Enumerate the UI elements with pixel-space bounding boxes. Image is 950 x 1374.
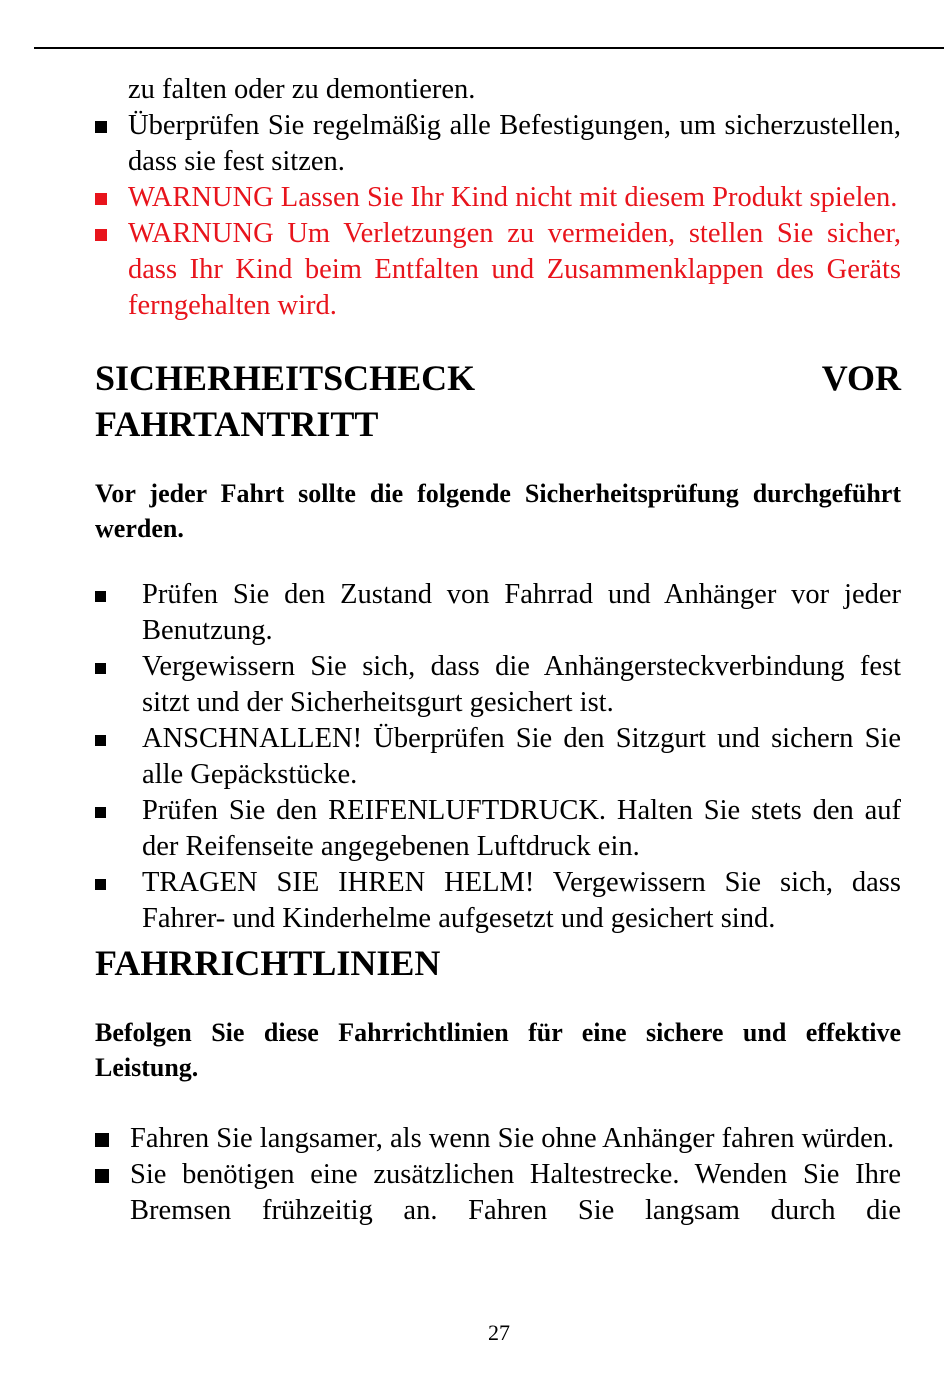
section-heading-safety-check: [95, 355, 901, 447]
safety-check-list: [95, 577, 901, 937]
square-bullet-icon: [95, 663, 106, 674]
section-lead-safety-check: Vor jeder Fahrt sollte die folgende Sicherheitsprüfung durchgeführt werden.: [95, 479, 901, 543]
square-bullet-icon: [95, 1133, 109, 1147]
warning-text: WARNUNG Um Verletzungen zu vermeiden, stellen Sie sicher, dass Ihr Kind beim Entfalten und Zusammenklappen des Geräts ferngehalten wird.: [128, 218, 901, 321]
warning-item: [95, 216, 901, 324]
intro-list: [95, 108, 901, 324]
list-item-text: Überprüfen Sie regelmäßig alle Befestigungen, um sicherzustellen, dass sie fest sitzen.: [128, 110, 901, 177]
list-item-text: Fahren Sie langsamer, als wenn Sie ohne Anhänger fahren würden.: [130, 1123, 895, 1154]
list-item-text: Sie benötigen eine zusätzlichen Haltestrecke. Wenden Sie Ihre Bremsen frühzeitig an. Fahren Sie langsam durch die: [130, 1159, 901, 1226]
square-bullet-icon: [95, 735, 106, 746]
list-item-text: Prüfen Sie den REIFENLUFTDRUCK. Halten Sie stets den auf der Reifenseite angegebenen Luftdruck ein.: [142, 795, 901, 862]
square-bullet-icon: [95, 591, 106, 602]
heading-word: SICHERHEITSCHECK: [95, 358, 476, 398]
intro-continuation: zu falten oder zu demontieren.: [128, 74, 476, 105]
heading-word: VOR: [821, 358, 901, 398]
section-heading-riding-guidelines: FAHRRICHTLINIEN: [95, 943, 441, 983]
list-item: [95, 793, 901, 865]
list-item: [95, 865, 901, 937]
page-number: 27: [488, 1320, 510, 1345]
list-item: [95, 721, 901, 793]
header-rule: [34, 47, 944, 49]
list-item: [95, 577, 901, 649]
riding-guidelines-list: [95, 1121, 901, 1229]
square-bullet-icon: [95, 121, 107, 133]
heading-line: FAHRTANTRITT: [95, 404, 379, 444]
square-bullet-icon: [95, 879, 106, 890]
list-item: [95, 649, 901, 721]
section-lead-riding-guidelines: Befolgen Sie diese Fahrrichtlinien für eine sichere und effektive Leistung.: [95, 1018, 901, 1082]
list-item-text: Vergewissern Sie sich, dass die Anhängersteckverbindung fest sitzt und der Sicherheitsgurt gesichert ist.: [142, 651, 901, 718]
warning-item: [95, 180, 901, 216]
list-item: [95, 1121, 901, 1157]
square-bullet-icon: [95, 193, 107, 205]
square-bullet-icon: [95, 807, 106, 818]
square-bullet-icon: [95, 1169, 109, 1183]
warning-text: WARNUNG Lassen Sie Ihr Kind nicht mit diesem Produkt spielen.: [128, 182, 898, 213]
list-item: [95, 108, 901, 180]
list-item-text: Prüfen Sie den Zustand von Fahrrad und Anhänger vor jeder Benutzung.: [142, 579, 901, 646]
list-item: [95, 1157, 901, 1229]
list-item-text: TRAGEN SIE IHREN HELM! Vergewissern Sie sich, dass Fahrer- und Kinderhelme aufgesetzt und gesichert sind.: [142, 867, 901, 934]
list-item-text: ANSCHNALLEN! Überprüfen Sie den Sitzgurt und sichern Sie alle Gepäckstücke.: [142, 723, 901, 790]
page-content: [95, 72, 901, 1229]
square-bullet-icon: [95, 229, 107, 241]
